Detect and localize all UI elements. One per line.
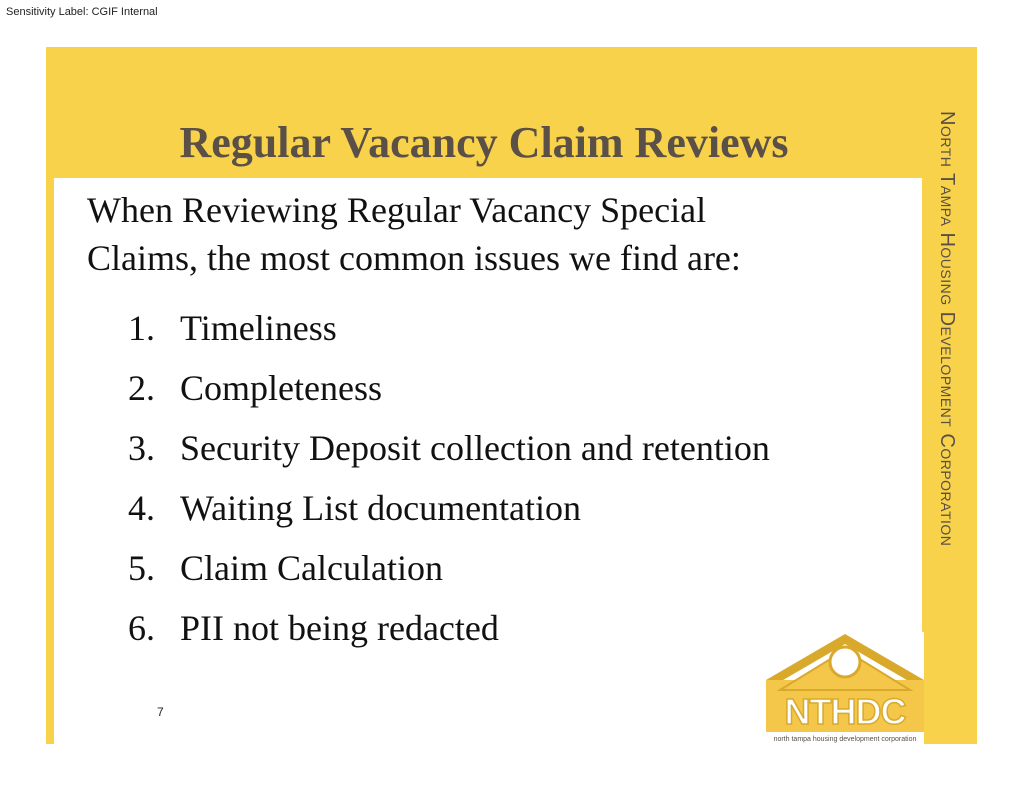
list-item-text: PII not being redacted [180,608,499,648]
sensitivity-label: Sensitivity Label: CGIF Internal [6,6,158,18]
intro-line-2: Claims, the most common issues we find are: [87,238,741,278]
slide-title: Regular Vacancy Claim Reviews [179,118,789,167]
list-item-text: Claim Calculation [180,548,443,588]
list-item-number: 6. [128,608,155,648]
nthdc-logo [766,632,924,744]
organization-side-label: North Tampa Housing Development Corporation [936,111,958,547]
list-item [128,298,770,358]
list-item-text: Security Deposit collection and retention [180,428,770,468]
list-item-number: 5. [128,548,155,588]
list-item [128,538,770,598]
list-item-number: 3. [128,428,155,468]
intro-text [87,186,867,282]
list-item-text: Completeness [180,368,382,408]
page-number: 7 [157,705,164,719]
list-item-number: 2. [128,368,155,408]
list-item [128,358,770,418]
list-item [128,598,770,658]
logo-tagline: north tampa housing development corporation [773,736,917,743]
list-item-text: Waiting List documentation [180,488,582,528]
nthdc-logo-graphic [766,632,924,744]
intro-line-1: When Reviewing Regular Vacancy Special [87,190,707,230]
logo-wordmark: NTHDC [784,691,906,732]
list-item-number: 4. [128,488,155,528]
issues-list [128,298,770,658]
list-item-number: 1. [128,308,155,348]
list-item-text: Timeliness [180,308,337,348]
slide [46,47,977,744]
list-item [128,418,770,478]
list-item [128,478,770,538]
